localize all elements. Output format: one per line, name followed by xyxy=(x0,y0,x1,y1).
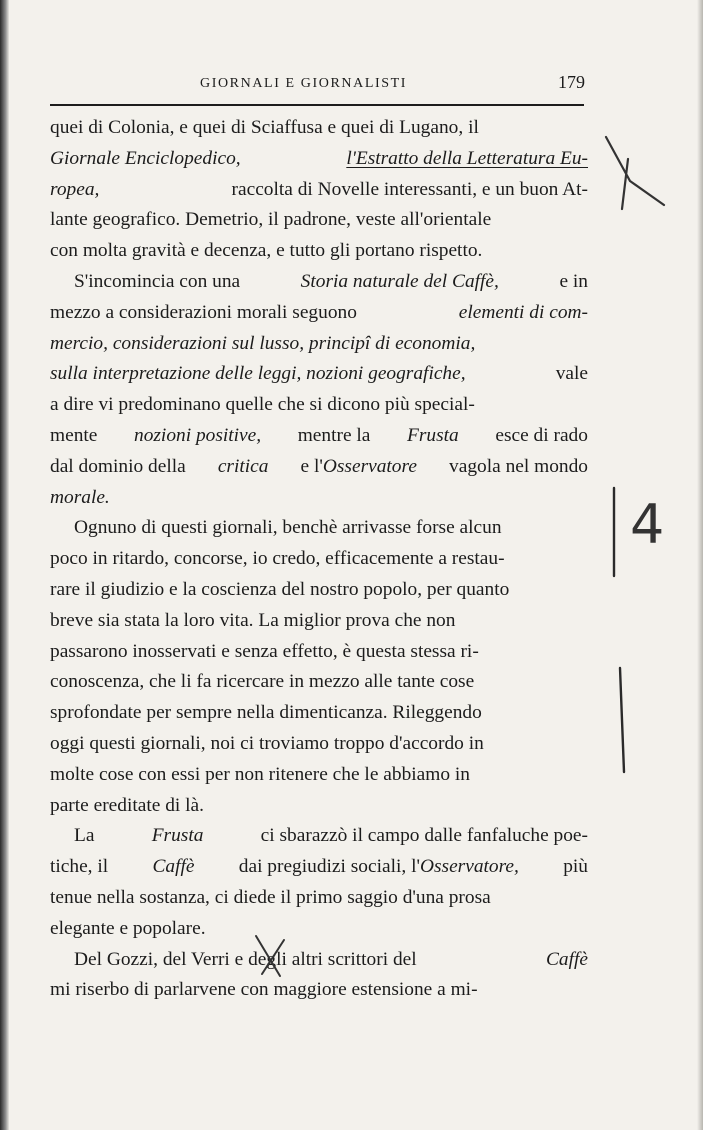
text-run: con molta gravità e decenza, e tutto gli portano rispetto. xyxy=(50,240,483,262)
text-line xyxy=(50,606,588,637)
text-line xyxy=(50,975,588,1006)
italic-phrase: nozioni positive, xyxy=(134,424,262,446)
text-run: tenue nella sostanza, ci diede il primo saggio d'una prosa xyxy=(50,886,491,908)
page-header xyxy=(50,72,585,98)
text-run: La xyxy=(74,825,95,847)
body-text xyxy=(50,113,588,1006)
text-line xyxy=(50,637,588,668)
text-line xyxy=(50,359,588,390)
text-line xyxy=(50,883,588,914)
text-run: ci sbarazzò il campo dalle fanfaluche poe- xyxy=(260,825,588,847)
text-run: parte ereditate di là. xyxy=(50,794,204,816)
italic-phrase: elementi di com- xyxy=(458,301,588,323)
text-line xyxy=(50,390,588,421)
italic-title: Osservatore xyxy=(322,455,417,477)
italic-phrase: sulla interpretazione delle leggi, nozioni geografiche, xyxy=(50,363,466,385)
paragraph-1 xyxy=(50,113,588,267)
italic-title: Frusta xyxy=(407,424,459,446)
text-run: conoscenza, che li fa ricercare in mezzo alle tante cose xyxy=(50,671,475,693)
pencil-cross-mark xyxy=(600,125,670,215)
text-run: e l' xyxy=(300,455,323,477)
italic-phrase: critica xyxy=(217,455,269,477)
page-edge-shadow xyxy=(0,0,9,1130)
text-line xyxy=(50,821,588,852)
paragraph-5 xyxy=(50,945,588,1007)
text-run: mezzo a considerazioni morali seguono xyxy=(50,301,357,323)
italic-title: ropea, xyxy=(50,178,100,200)
italic-title: Osservatore, xyxy=(419,856,519,878)
text-line xyxy=(50,914,588,945)
text-run: molte cose con essi per non ritenere che le abbiamo in xyxy=(50,763,470,785)
text-run: mi riserbo di parlarvene con maggiore estensione a mi- xyxy=(50,979,478,1001)
text-run: mentre la xyxy=(297,424,371,446)
text-run: elegante e popolare. xyxy=(50,917,206,939)
text-line xyxy=(50,945,588,976)
text-run: dal dominio della xyxy=(50,455,186,477)
text-run: sprofondate per sempre nella dimenticanza. Rileggendo xyxy=(50,702,482,724)
pencil-number: 4 xyxy=(630,493,665,556)
text-run: raccolta di Novelle interessanti, e un buon At- xyxy=(231,178,588,200)
text-run: e in xyxy=(559,270,588,292)
underlined-title: l'Estratto della Letteratura Eu- xyxy=(346,147,588,169)
text-line xyxy=(50,452,588,483)
text-line xyxy=(50,205,588,236)
text-run: Del Gozzi, del Verri e degli altri scrittori del xyxy=(74,948,417,970)
text-run: più xyxy=(563,856,588,878)
text-line xyxy=(50,852,588,883)
text-run: passarono inosservati e senza effetto, è questa stessa ri- xyxy=(50,640,479,662)
text-line xyxy=(50,236,588,267)
text-run: dai pregiudizi sociali, l' xyxy=(238,856,420,878)
text-run: vale xyxy=(555,363,588,385)
paragraph-3 xyxy=(50,513,588,821)
text-run: esce di rado xyxy=(495,424,588,446)
text-line xyxy=(50,698,588,729)
running-head: GIORNALI E GIORNALISTI xyxy=(200,76,408,91)
italic-phrase: mercio, considerazioni sul lusso, principî di economia, xyxy=(50,332,476,354)
pencil-vertical-line xyxy=(606,660,636,780)
text-run: breve sia stata la loro vita. La miglior prova che non xyxy=(50,609,456,631)
text-line xyxy=(50,329,588,360)
text-run: tiche, il xyxy=(50,856,109,878)
text-line xyxy=(50,513,588,544)
paragraph-4 xyxy=(50,821,588,944)
italic-title: Giornale Enciclopedico, xyxy=(50,147,241,169)
page-edge-right xyxy=(697,0,703,1130)
text-line xyxy=(50,729,588,760)
text-run: a dire vi predominano quelle che si dicono più special- xyxy=(50,394,475,416)
italic-title: Frusta xyxy=(151,825,204,847)
text-run: rare il giudizio e la coscienza del nostro popolo, per quanto xyxy=(50,578,510,600)
page-number: 179 xyxy=(558,72,585,92)
text-run: quei di Colonia, e quei di Sciaffusa e quei di Lugano, il xyxy=(50,117,479,138)
text-line xyxy=(50,544,588,575)
text-line xyxy=(50,575,588,606)
italic-title: Caffè xyxy=(545,948,588,970)
text-run: Ognuno di questi giornali, benchè arrivasse forse alcun xyxy=(74,517,502,539)
italic-phrase: morale. xyxy=(50,486,110,508)
text-line xyxy=(50,791,588,822)
italic-title: Caffè xyxy=(152,856,195,878)
header-rule xyxy=(50,104,584,106)
text-run: oggi questi giornali, noi ci troviamo troppo d'accordo in xyxy=(50,732,484,754)
text-line xyxy=(50,667,588,698)
text-run: S'incomincia con una xyxy=(74,270,241,292)
text-line xyxy=(50,760,588,791)
text-run: mente xyxy=(50,424,98,446)
text-run: lante geografico. Demetrio, il padrone, veste all'orientale xyxy=(50,209,492,231)
text-line xyxy=(50,298,588,329)
text-line xyxy=(50,144,588,175)
pencil-margin-lines xyxy=(596,480,696,590)
text-line xyxy=(50,175,588,206)
italic-title: Storia naturale del Caffè, xyxy=(300,270,499,292)
text-line xyxy=(50,483,588,514)
text-run: poco in ritardo, concorse, io credo, efficacemente a restau- xyxy=(50,548,505,570)
text-run: vagola nel mondo xyxy=(449,455,588,477)
text-line xyxy=(50,421,588,452)
paragraph-2 xyxy=(50,267,588,513)
text-line xyxy=(50,267,588,298)
text-line xyxy=(50,113,588,144)
